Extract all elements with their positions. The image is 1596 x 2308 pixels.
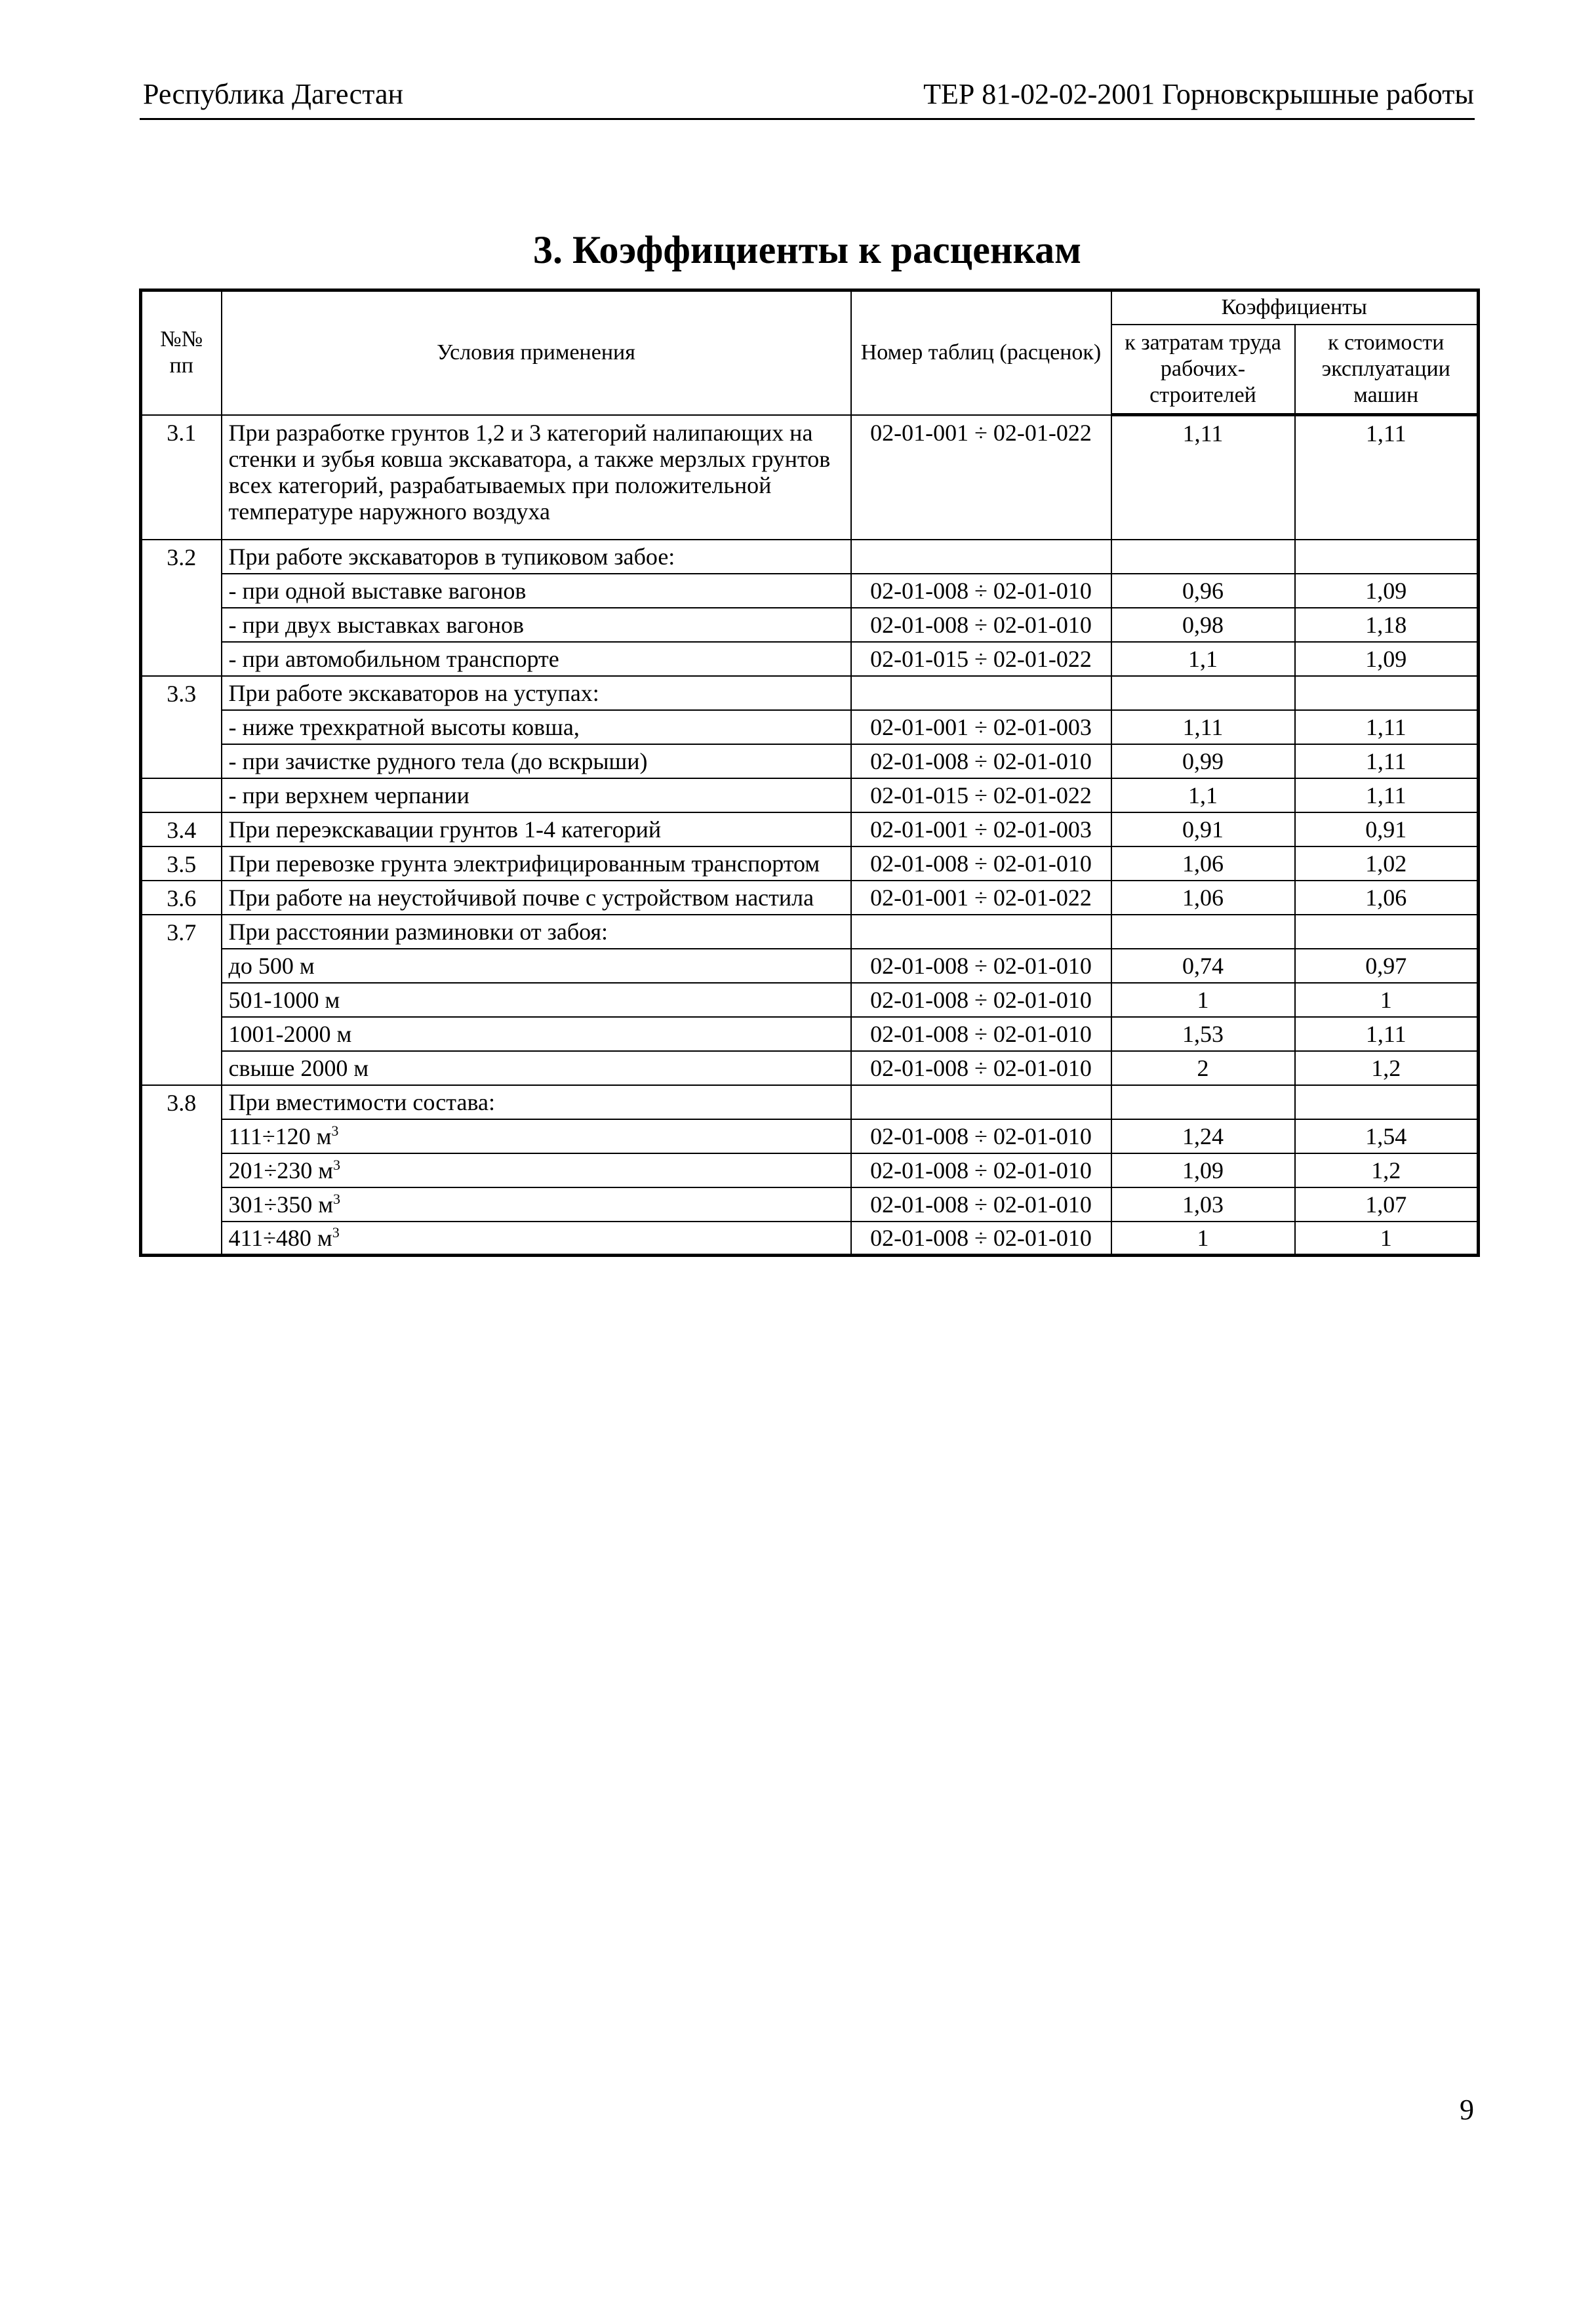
row-machine-coefficient bbox=[1295, 1085, 1479, 1119]
row-labor-coefficient: 1,11 bbox=[1111, 415, 1295, 540]
row-machine-coefficient: 1,11 bbox=[1295, 415, 1479, 540]
row-condition: При расстоянии разминовки от забоя: bbox=[222, 915, 851, 949]
row-table-numbers bbox=[851, 915, 1111, 949]
row-machine-coefficient: 1,54 bbox=[1295, 1119, 1479, 1153]
page-title: 3. Коэффициенты к расценкам bbox=[533, 228, 1081, 271]
header-table-numbers: Номер таблиц (расценок) bbox=[851, 290, 1111, 415]
header-right: ТЕР 81-02-02-2001 Горновскрышные работы bbox=[923, 78, 1474, 110]
row-table-numbers: 02-01-015 ÷ 02-01-022 bbox=[851, 778, 1111, 812]
row-machine-coefficient: 1,09 bbox=[1295, 642, 1479, 676]
row-condition: свыше 2000 м bbox=[222, 1051, 851, 1085]
table-row bbox=[141, 415, 1479, 540]
table-row bbox=[141, 642, 1479, 676]
row-condition: - при зачистке рудного тела (до вскрыши) bbox=[222, 744, 851, 778]
row-machine-coefficient: 1,06 bbox=[1295, 881, 1479, 915]
row-labor-coefficient: 1,11 bbox=[1111, 710, 1295, 744]
table-row bbox=[141, 983, 1479, 1017]
row-machine-coefficient: 1 bbox=[1295, 983, 1479, 1017]
row-condition bbox=[222, 1222, 851, 1256]
row-condition: - при верхнем черпании bbox=[222, 778, 851, 812]
table-row bbox=[141, 608, 1479, 642]
row-labor-coefficient: 1 bbox=[1111, 983, 1295, 1017]
header-condition: Условия применения bbox=[222, 290, 851, 415]
row-labor-coefficient: 1,53 bbox=[1111, 1017, 1295, 1051]
unit-superscript: 3 bbox=[333, 1190, 341, 1207]
coefficients-table bbox=[139, 288, 1480, 1257]
row-condition bbox=[222, 1187, 851, 1222]
row-machine-coefficient: 1,11 bbox=[1295, 1017, 1479, 1051]
row-condition: - при одной выставке вагонов bbox=[222, 574, 851, 608]
row-number: 3.4 bbox=[141, 812, 222, 846]
row-table-numbers bbox=[851, 540, 1111, 574]
header-labor: к затратам труда рабочих-строителей bbox=[1111, 325, 1295, 415]
row-labor-coefficient: 0,98 bbox=[1111, 608, 1295, 642]
row-machine-coefficient: 1,02 bbox=[1295, 846, 1479, 881]
row-condition: При работе экскаваторов в тупиковом забое: bbox=[222, 540, 851, 574]
table-row bbox=[141, 540, 1479, 574]
row-condition: 1001-2000 м bbox=[222, 1017, 851, 1051]
row-condition-text: 201÷230 м bbox=[228, 1157, 334, 1184]
row-table-numbers: 02-01-008 ÷ 02-01-010 bbox=[851, 608, 1111, 642]
row-condition: При переэкскавации грунтов 1-4 категорий bbox=[222, 812, 851, 846]
row-condition: При вместимости состава: bbox=[222, 1085, 851, 1119]
row-number: 3.2 bbox=[141, 540, 222, 676]
row-number: 3.3 bbox=[141, 676, 222, 778]
row-condition: При разработке грунтов 1,2 и 3 категорий налипающих на стенки и зубья ковша экскаватора, а также мерзлых грунтов всех категорий, разрабатываемых при положительной температуре наружного воздуха bbox=[222, 415, 851, 540]
row-labor-coefficient: 1,03 bbox=[1111, 1187, 1295, 1222]
row-condition-text: 301÷350 м bbox=[228, 1191, 334, 1218]
row-labor-coefficient: 1 bbox=[1111, 1222, 1295, 1256]
row-labor-coefficient: 1,06 bbox=[1111, 846, 1295, 881]
row-condition: При перевозке грунта электрифицированным транспортом bbox=[222, 846, 851, 881]
row-machine-coefficient: 1,18 bbox=[1295, 608, 1479, 642]
row-machine-coefficient: 1,2 bbox=[1295, 1051, 1479, 1085]
row-labor-coefficient: 2 bbox=[1111, 1051, 1295, 1085]
table-row bbox=[141, 1119, 1479, 1153]
table-row bbox=[141, 915, 1479, 949]
table-row bbox=[141, 574, 1479, 608]
table-row bbox=[141, 1017, 1479, 1051]
row-machine-coefficient: 1,11 bbox=[1295, 710, 1479, 744]
table-row bbox=[141, 881, 1479, 915]
header-left: Республика Дагестан bbox=[143, 78, 404, 110]
row-table-numbers: 02-01-008 ÷ 02-01-010 bbox=[851, 1051, 1111, 1085]
table-row bbox=[141, 1051, 1479, 1085]
row-table-numbers: 02-01-008 ÷ 02-01-010 bbox=[851, 983, 1111, 1017]
row-table-numbers: 02-01-008 ÷ 02-01-010 bbox=[851, 1153, 1111, 1187]
row-number: 3.6 bbox=[141, 881, 222, 915]
row-table-numbers: 02-01-008 ÷ 02-01-010 bbox=[851, 744, 1111, 778]
row-labor-coefficient: 1,1 bbox=[1111, 778, 1295, 812]
row-labor-coefficient: 0,91 bbox=[1111, 812, 1295, 846]
table-row bbox=[141, 676, 1479, 710]
row-machine-coefficient bbox=[1295, 915, 1479, 949]
row-table-numbers bbox=[851, 676, 1111, 710]
row-condition bbox=[222, 1153, 851, 1187]
row-table-numbers: 02-01-008 ÷ 02-01-010 bbox=[851, 846, 1111, 881]
table-row bbox=[141, 1153, 1479, 1187]
row-table-numbers: 02-01-008 ÷ 02-01-010 bbox=[851, 1119, 1111, 1153]
row-labor-coefficient bbox=[1111, 540, 1295, 574]
table-row bbox=[141, 744, 1479, 778]
row-table-numbers: 02-01-001 ÷ 02-01-022 bbox=[851, 415, 1111, 540]
row-condition: При работе на неустойчивой почве с устройством настила bbox=[222, 881, 851, 915]
header-machines: к стоимости эксплуатации машин bbox=[1295, 325, 1479, 415]
row-machine-coefficient: 1,11 bbox=[1295, 778, 1479, 812]
row-machine-coefficient: 1,11 bbox=[1295, 744, 1479, 778]
header-coefficients: Коэффициенты bbox=[1111, 290, 1479, 325]
row-machine-coefficient bbox=[1295, 540, 1479, 574]
row-condition-text: 111÷120 м bbox=[228, 1123, 332, 1149]
row-labor-coefficient bbox=[1111, 1085, 1295, 1119]
row-machine-coefficient: 1,07 bbox=[1295, 1187, 1479, 1222]
row-labor-coefficient: 1,06 bbox=[1111, 881, 1295, 915]
row-machine-coefficient: 0,97 bbox=[1295, 949, 1479, 983]
header-rule bbox=[140, 118, 1475, 120]
row-machine-coefficient: 0,91 bbox=[1295, 812, 1479, 846]
row-table-numbers: 02-01-008 ÷ 02-01-010 bbox=[851, 574, 1111, 608]
row-machine-coefficient bbox=[1295, 676, 1479, 710]
row-condition: - ниже трехкратной высоты ковша, bbox=[222, 710, 851, 744]
table-row bbox=[141, 1085, 1479, 1119]
row-condition: 501-1000 м bbox=[222, 983, 851, 1017]
row-condition bbox=[222, 1119, 851, 1153]
row-number: 3.1 bbox=[141, 415, 222, 540]
row-labor-coefficient: 1,1 bbox=[1111, 642, 1295, 676]
row-labor-coefficient: 1,24 bbox=[1111, 1119, 1295, 1153]
table-row bbox=[141, 778, 1479, 812]
row-condition: - при автомобильном транспорте bbox=[222, 642, 851, 676]
row-labor-coefficient: 0,74 bbox=[1111, 949, 1295, 983]
row-table-numbers: 02-01-001 ÷ 02-01-003 bbox=[851, 812, 1111, 846]
row-table-numbers: 02-01-001 ÷ 02-01-003 bbox=[851, 710, 1111, 744]
unit-superscript: 3 bbox=[333, 1156, 341, 1173]
page-number: 9 bbox=[1460, 2094, 1474, 2126]
row-table-numbers: 02-01-008 ÷ 02-01-010 bbox=[851, 1222, 1111, 1256]
row-table-numbers: 02-01-008 ÷ 02-01-010 bbox=[851, 1187, 1111, 1222]
table-row bbox=[141, 846, 1479, 881]
table-row bbox=[141, 812, 1479, 846]
unit-superscript: 3 bbox=[332, 1224, 340, 1241]
row-labor-coefficient bbox=[1111, 915, 1295, 949]
row-number bbox=[141, 778, 222, 812]
row-condition: до 500 м bbox=[222, 949, 851, 983]
row-labor-coefficient: 0,96 bbox=[1111, 574, 1295, 608]
row-condition: При работе экскаваторов на уступах: bbox=[222, 676, 851, 710]
row-labor-coefficient: 0,99 bbox=[1111, 744, 1295, 778]
row-labor-coefficient bbox=[1111, 676, 1295, 710]
table-row bbox=[141, 949, 1479, 983]
row-table-numbers: 02-01-008 ÷ 02-01-010 bbox=[851, 1017, 1111, 1051]
row-number: 3.5 bbox=[141, 846, 222, 881]
row-number: 3.7 bbox=[141, 915, 222, 1085]
row-machine-coefficient: 1 bbox=[1295, 1222, 1479, 1256]
row-table-numbers: 02-01-008 ÷ 02-01-010 bbox=[851, 949, 1111, 983]
row-condition: - при двух выставках вагонов bbox=[222, 608, 851, 642]
row-machine-coefficient: 1,09 bbox=[1295, 574, 1479, 608]
row-table-numbers: 02-01-001 ÷ 02-01-022 bbox=[851, 881, 1111, 915]
row-table-numbers bbox=[851, 1085, 1111, 1119]
row-condition-text: 411÷480 м bbox=[228, 1224, 332, 1251]
row-number: 3.8 bbox=[141, 1085, 222, 1256]
row-labor-coefficient: 1,09 bbox=[1111, 1153, 1295, 1187]
table-row bbox=[141, 1222, 1479, 1256]
table-row bbox=[141, 710, 1479, 744]
row-machine-coefficient: 1,2 bbox=[1295, 1153, 1479, 1187]
unit-superscript: 3 bbox=[331, 1122, 339, 1139]
table-row bbox=[141, 1187, 1479, 1222]
header-num: №№ пп bbox=[141, 290, 222, 415]
table-body bbox=[141, 415, 1479, 1256]
row-table-numbers: 02-01-015 ÷ 02-01-022 bbox=[851, 642, 1111, 676]
